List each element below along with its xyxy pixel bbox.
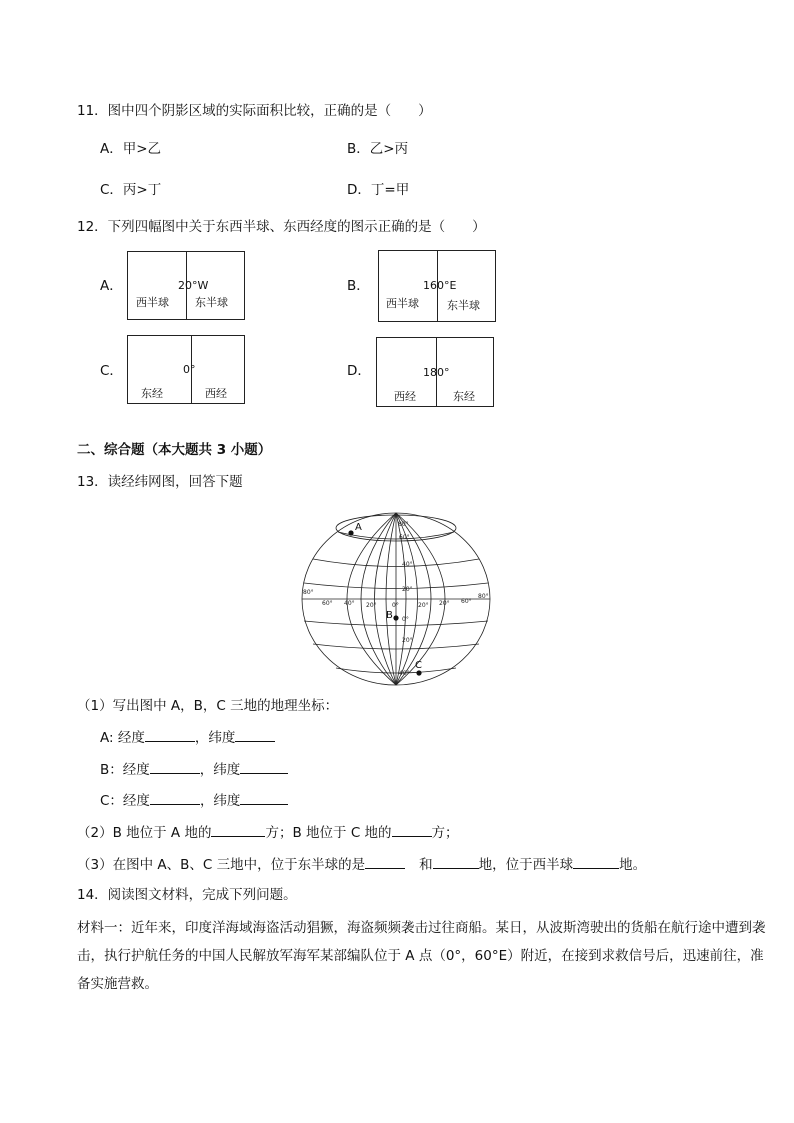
c-longitude-label: C：经度 xyxy=(100,793,150,809)
q13-sub1: （1）写出图中 A，B，C 三地的地理坐标： xyxy=(77,698,339,714)
right-label: 东半球 xyxy=(447,299,480,312)
q11-stem: 11．图中四个阴影区域的实际面积比较，正确的是（ ） xyxy=(77,103,432,119)
lon-label-20w: 20° xyxy=(366,602,377,609)
q11-option-a[interactable]: A．甲>乙 xyxy=(100,141,162,157)
lon-label-0: 0° xyxy=(392,602,399,609)
meridian-label: 180° xyxy=(423,366,450,379)
q14-stem: 14．阅读图文材料，完成下列问题。 xyxy=(77,887,297,903)
left-label: 东经 xyxy=(141,387,163,400)
q13-b-row xyxy=(100,759,288,780)
sub2-blank-1[interactable] xyxy=(211,822,265,837)
sub3-blank-1[interactable] xyxy=(365,854,405,869)
b-longitude-label: B：经度 xyxy=(100,762,150,778)
lat-label-80: 80° xyxy=(398,521,409,528)
left-label: 西半球 xyxy=(386,297,419,310)
sub2-text-1: （2）B 地位于 A 地的 xyxy=(77,825,212,841)
q11-option-b[interactable]: B．乙>丙 xyxy=(347,141,409,157)
q11-option-c[interactable]: C．丙>丁 xyxy=(100,182,162,198)
q12-diagram-a[interactable] xyxy=(127,251,245,320)
sub3-text-2: 和 xyxy=(419,857,433,873)
q13-c-row xyxy=(100,790,288,811)
c-latitude-label: ，纬度 xyxy=(199,793,241,809)
q12-option-d-letter[interactable]: D． xyxy=(347,363,371,379)
a-longitude-label: A: 经度 xyxy=(100,730,145,746)
sub3-text-4: 地。 xyxy=(619,857,647,873)
q13-sub3 xyxy=(77,854,646,875)
q13-stem: 13．读经纬网图，回答下题 xyxy=(77,474,243,490)
lat-label-20s: 20° xyxy=(402,637,413,644)
point-c-marker xyxy=(416,670,421,675)
sub3-blank-2[interactable] xyxy=(433,854,479,869)
point-a-label: A xyxy=(355,522,362,533)
lon-label-40e: 20° xyxy=(439,600,450,607)
q12-diagram-c[interactable] xyxy=(127,335,245,404)
right-label: 西经 xyxy=(205,387,227,400)
q13-a-row xyxy=(100,727,275,748)
meridian-label: 160°E xyxy=(423,279,457,292)
q12-option-b-letter[interactable]: B． xyxy=(347,278,370,294)
right-label: 东经 xyxy=(453,390,475,403)
q12-option-c-letter[interactable]: C． xyxy=(100,363,123,379)
q12-option-a-letter[interactable]: A． xyxy=(100,278,123,294)
lon-label-20e: 20° xyxy=(418,602,429,609)
lat-label-40s: 40° xyxy=(399,670,410,677)
c-latitude-blank[interactable] xyxy=(240,790,288,805)
a-latitude-label: ，纬度 xyxy=(194,730,236,746)
lon-label-60w: 60° xyxy=(322,600,333,607)
sub2-text-3: 方； xyxy=(431,825,459,841)
left-label: 西半球 xyxy=(136,296,169,309)
point-b-label: B xyxy=(386,610,393,621)
c-longitude-blank[interactable] xyxy=(150,790,200,805)
lon-label-60e: 60° xyxy=(461,598,472,605)
sub3-text-1: （3）在图中 A、B、C 三地中，位于东半球的是 xyxy=(77,857,366,873)
b-latitude-blank[interactable] xyxy=(240,759,288,774)
q12-diagram-b[interactable] xyxy=(378,250,496,322)
sub3-blank-3[interactable] xyxy=(573,854,619,869)
q11-option-d[interactable]: D．丁=甲 xyxy=(347,182,410,198)
lon-label-80w: 80° xyxy=(303,589,314,596)
point-a-marker xyxy=(348,530,353,535)
lon-label-40w: 40° xyxy=(344,600,355,607)
a-latitude-blank[interactable] xyxy=(235,727,275,742)
lat-label-40: 40° xyxy=(402,561,413,568)
lat-label-20n: 20° xyxy=(402,586,413,593)
q13-sub2 xyxy=(77,822,459,843)
q12-stem: 12．下列四幅图中关于东西半球、东西经度的图示正确的是（ ） xyxy=(77,219,486,235)
sub2-blank-2[interactable] xyxy=(392,822,432,837)
graticule-globe-figure xyxy=(298,510,494,688)
point-b-marker xyxy=(393,615,398,620)
left-label: 西经 xyxy=(394,390,416,403)
lat-label-0: 0° xyxy=(402,616,409,623)
lat-label-60: 60° xyxy=(399,534,410,541)
q14-material: 材料一：近年来，印度洋海域海盗活动猖獗，海盗频频袭击过往商船。某日，从波斯湾驶出的货船在航行途中遭到袭击，执行护航任务的中国人民解放军海军某部编队位于 A 点（0°，60°E）附近，在接到求救信号后，迅速前往，准备实施营救。 xyxy=(77,920,766,992)
q12-diagram-d[interactable] xyxy=(376,337,494,407)
point-c-label: C xyxy=(415,660,422,671)
meridian-label: 0° xyxy=(183,363,196,376)
b-longitude-blank[interactable] xyxy=(150,759,200,774)
sub2-text-2: 方；B 地位于 C 地的 xyxy=(265,825,392,841)
sub3-text-3: 地，位于西半球 xyxy=(478,857,574,873)
right-label: 东半球 xyxy=(195,296,228,309)
b-latitude-label: ，纬度 xyxy=(199,762,241,778)
a-longitude-blank[interactable] xyxy=(145,727,195,742)
section-title: 二、综合题（本大题共 3 小题） xyxy=(77,442,272,458)
meridian-label: 20°W xyxy=(178,279,209,292)
lon-label-80e: 80° xyxy=(478,593,489,600)
